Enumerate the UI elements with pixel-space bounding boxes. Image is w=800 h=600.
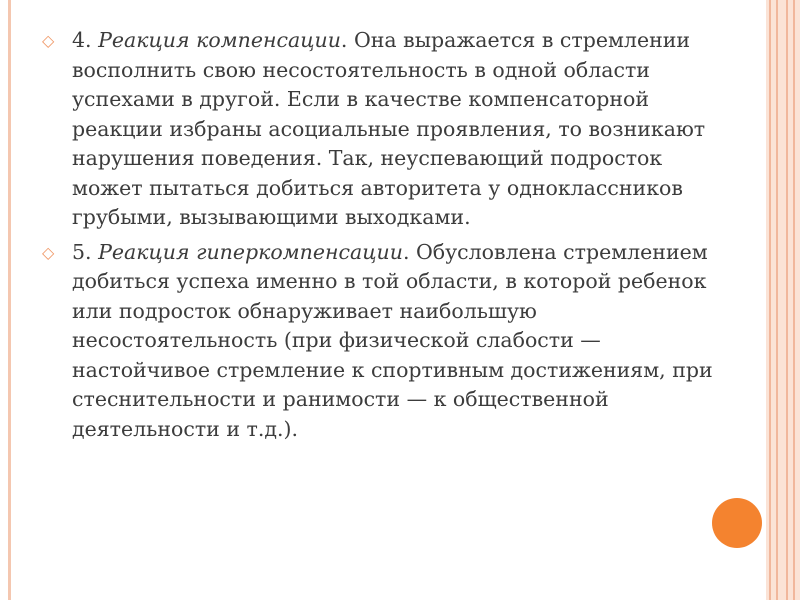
right-border-line	[769, 0, 771, 600]
diamond-bullet-icon: ◇	[42, 31, 55, 50]
right-border-line	[786, 0, 788, 600]
paragraph-text: . Обусловлена стремлением добиться успеха именно в той области, в которой ребенок или подросток обнаруживает наибольшую несостоятельность (при физической слабости — настойчивое стремление к спортивным достижениям, при стеснительности и ранимости — к общественной деятельности и т.д.).	[72, 239, 713, 441]
paragraph-text: . Она выражается в стремлении восполнить свою несостоятельность в одной области успехами в другой. Если в качестве компенсаторной реакции избраны асоциальные проявления, то возникают нарушения поведения. Так, неуспевающий подросток может пытаться добиться авторитета у одноклассников грубыми, вызывающими выходками.	[72, 28, 706, 229]
paragraph-5	[42, 238, 722, 445]
right-border-line	[793, 0, 795, 600]
diamond-bullet-icon: ◇	[42, 242, 55, 262]
orange-circle-decoration	[712, 498, 762, 548]
paragraph-term: Реакция гиперкомпенсации	[98, 239, 403, 264]
right-border-line	[776, 0, 778, 600]
paragraph-number: 5.	[72, 239, 92, 264]
paragraph-term: Реакция компенсации	[98, 28, 341, 52]
paragraph-number: 4.	[72, 28, 92, 52]
paragraph-4	[42, 26, 722, 233]
slide-body	[42, 26, 722, 449]
left-border-line	[8, 0, 11, 600]
